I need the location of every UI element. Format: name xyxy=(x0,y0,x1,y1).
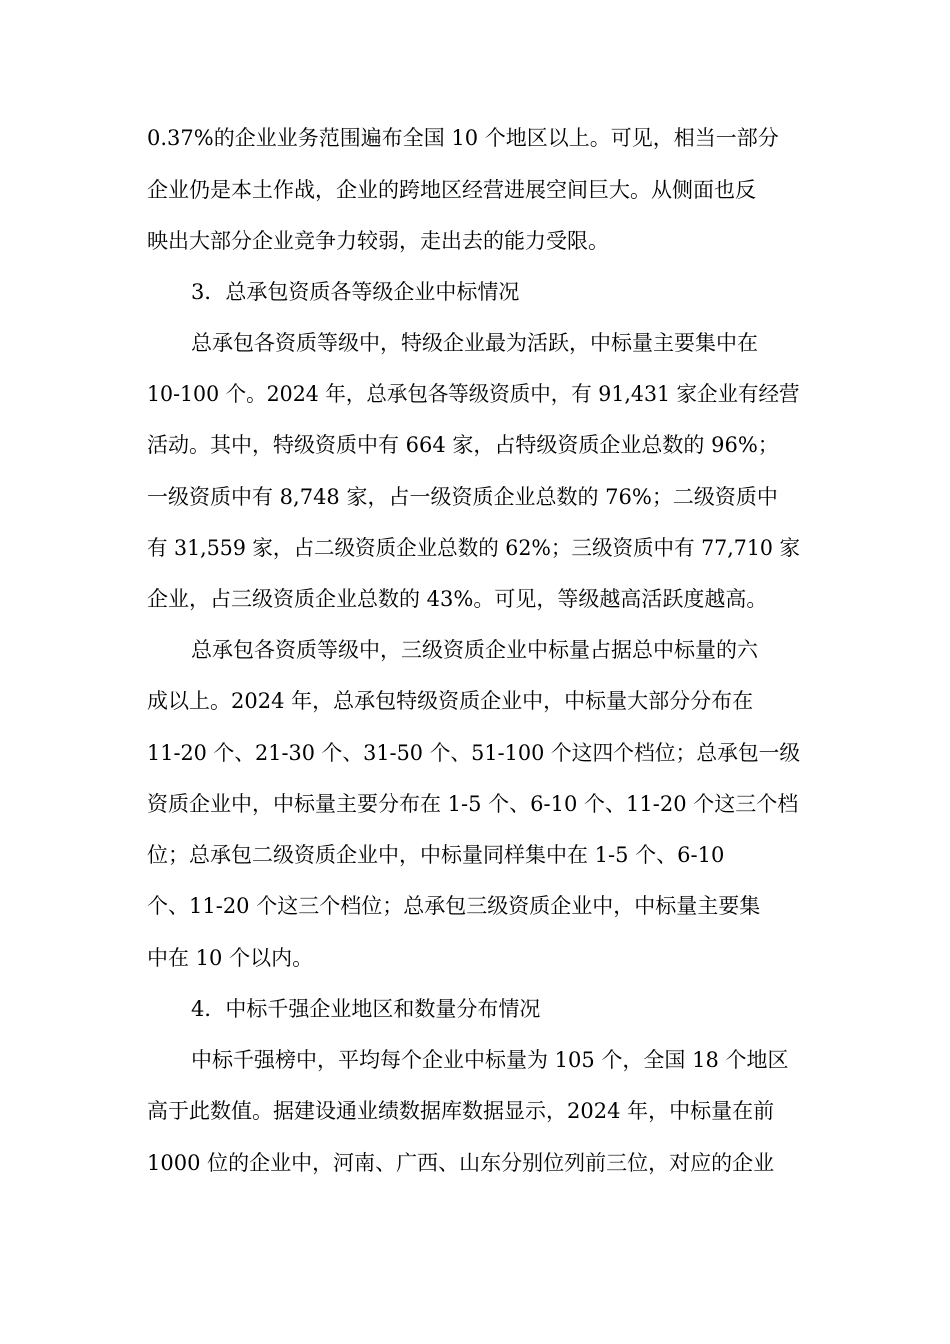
section-heading xyxy=(0,266,950,318)
text-line xyxy=(0,471,950,523)
line-text: 企业，占三级资质企业总数的 43%。可见，等级越高活跃度越高。 xyxy=(147,587,768,611)
section-heading xyxy=(0,983,950,1035)
line-text: 10-100 个。2024 年，总承包各等级资质中，有 91,431 家企业有经营 xyxy=(147,382,800,406)
line-text: 资质企业中，中标量主要分布在 1-5 个、6-10 个、11-20 个这三个档 xyxy=(147,792,799,816)
line-text: 中在 10 个以内。 xyxy=(147,946,314,970)
text-line xyxy=(0,1085,950,1137)
line-text: 11-20 个、21-30 个、31-50 个、51-100 个这四个档位；总承包一级 xyxy=(147,741,801,765)
text-line xyxy=(0,368,950,420)
text-line xyxy=(0,1034,950,1086)
text-line xyxy=(0,880,950,932)
heading-text: 3．总承包资质各等级企业中标情况 xyxy=(191,280,520,304)
text-line xyxy=(0,624,950,676)
line-text: 企业仍是本土作战，企业的跨地区经营进展空间巨大。从侧面也反 xyxy=(147,178,756,202)
line-text: 有 31,559 家，占二级资质企业总数的 62%；三级资质中有 77,710 家 xyxy=(147,536,801,560)
line-text: 活动。其中，特级资质中有 664 家，占特级资质企业总数的 96%； xyxy=(147,433,779,457)
text-line xyxy=(0,419,950,471)
text-line xyxy=(0,112,950,164)
text-line xyxy=(0,215,950,267)
text-line xyxy=(0,675,950,727)
line-text: 中标千强榜中，平均每个企业中标量为 105 个，全国 18 个地区 xyxy=(191,1048,789,1072)
line-text: 总承包各资质等级中，特级企业最为活跃，中标量主要集中在 xyxy=(191,331,758,355)
line-text: 一级资质中有 8,748 家，占一级资质企业总数的 76%；二级资质中 xyxy=(147,485,778,509)
line-text: 1000 位的企业中，河南、广西、山东分别位列前三位，对应的企业 xyxy=(147,1151,775,1175)
heading-text: 4．中标千强企业地区和数量分布情况 xyxy=(191,997,541,1021)
text-line xyxy=(0,1137,950,1189)
line-text: 位；总承包二级资质企业中，中标量同样集中在 1-5 个、6-10 xyxy=(147,843,725,867)
text-line xyxy=(0,778,950,830)
line-text: 高于此数值。据建设通业绩数据库数据显示，2024 年，中标量在前 xyxy=(147,1099,775,1123)
text-line xyxy=(0,522,950,574)
text-line xyxy=(0,164,950,216)
text-line xyxy=(0,317,950,369)
text-line xyxy=(0,932,950,984)
line-text: 成以上。2024 年，总承包特级资质企业中，中标量大部分分布在 xyxy=(147,689,754,713)
line-text: 0.37%的企业业务范围遍布全国 10 个地区以上。可见，相当一部分 xyxy=(147,126,779,150)
line-text: 总承包各资质等级中，三级资质企业中标量占据总中标量的六 xyxy=(191,638,758,662)
text-line xyxy=(0,727,950,779)
text-line xyxy=(0,573,950,625)
text-line xyxy=(0,829,950,881)
line-text: 个、11-20 个这三个档位；总承包三级资质企业中，中标量主要集 xyxy=(147,894,761,918)
line-text: 映出大部分企业竞争力较弱，走出去的能力受限。 xyxy=(147,229,609,253)
